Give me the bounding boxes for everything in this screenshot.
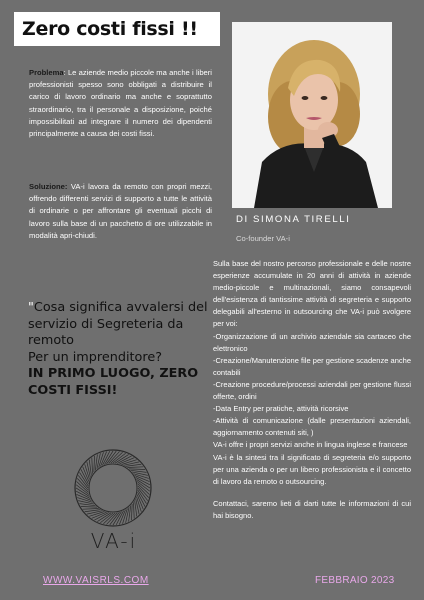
body-paragraph: VA-i è la sintesi tra il significato di segreteria e/o supporto per una azienda o per un libero professionista e il concetto di lavoro da remoto o outsourcing. bbox=[213, 452, 411, 486]
author-role: Co-founder VA-i bbox=[236, 234, 290, 243]
logo-spoke bbox=[92, 458, 93, 474]
circle-ring-logo-icon bbox=[73, 448, 153, 528]
portrait-photo-icon bbox=[232, 22, 392, 208]
problema-text: : Le aziende medio piccole ma anche i liberi professionisti spesso sono obbligati a distribuire il carico di lavoro ordinario ma anche e soprattutto straordinario, tra il personale a disposizione, poiché impossibilitati ad integrare il numero dei dipendenti principalmente a causa dei costi fissi. bbox=[29, 68, 212, 139]
service-item: -Creazione/Manutenzione file per gestione scadenze anche contabili bbox=[213, 355, 411, 377]
body-paragraph: Sulla base del nostro percorso professionale e delle nostre esperienze accumulate in 20 anni di attività in aziende medio-piccole e multinazionali, siamo consapevoli dell'esistenza di tantissime attività di segreteria e supporto delegabili all'esterno in outsourcing che VA-i può svolgere per voi: bbox=[213, 259, 411, 329]
closing-paragraph: Contattaci, saremo lieti di darti tutte le informazioni di cui hai bisogno. bbox=[213, 498, 411, 520]
service-item: -Data Entry per pratiche, attività ricorsive bbox=[213, 404, 349, 414]
problema-label: Problema bbox=[29, 68, 64, 77]
logo-spoke bbox=[129, 469, 145, 470]
body-text bbox=[213, 258, 411, 522]
logo-spoke bbox=[127, 467, 143, 468]
service-item: -Attività di comunicazione (dalle presentazioni aziendali, aggiornamento contenuti siti, ) bbox=[213, 416, 411, 438]
logo-spoke bbox=[100, 513, 113, 523]
logo-spoke bbox=[78, 475, 88, 488]
quote-line-2: Per un imprenditore? bbox=[28, 349, 163, 365]
soluzione-paragraph bbox=[29, 181, 212, 242]
service-item: -Creazione procedure/processi aziendali per gestione flussi offerte, ordini bbox=[213, 379, 411, 402]
website-link[interactable]: WWW.VAISRLS.COM bbox=[43, 575, 149, 586]
logo-spoke bbox=[133, 502, 134, 518]
logo-spoke bbox=[113, 453, 126, 463]
quote-mark: " bbox=[28, 300, 34, 315]
logo-spoke bbox=[83, 508, 99, 509]
problema-paragraph bbox=[29, 67, 212, 140]
author-photo bbox=[232, 22, 392, 208]
logo-spoke bbox=[94, 456, 95, 472]
logo-spoke bbox=[81, 506, 97, 507]
body-paragraph: VA-i offre i propri servizi anche in lingua inglese e francese bbox=[213, 440, 408, 450]
logo-spoke bbox=[138, 488, 148, 501]
service-item: -Organizzazione di un archivio aziendale sia cartaceo che elettronico bbox=[213, 331, 411, 353]
issue-date: FEBBRAIO 2023 bbox=[315, 575, 395, 586]
logo-text: VA-i bbox=[90, 529, 138, 553]
logo-spoke bbox=[131, 504, 132, 520]
author-name: DI SIMONA TIRELLI bbox=[236, 214, 351, 225]
soluzione-label: Soluzione: bbox=[29, 182, 68, 191]
soluzione-text: VA-i lavora da remoto con propri mezzi, offrendo differenti servizi di supporto a tutte le attività di ordinarie o per affrontare gli eventuali picchi di lavoro sulla base di un pacchetto di ore utilizzabile in modalità apri-chiudi. bbox=[29, 182, 212, 240]
quote-line-1: Cosa significa avvalersi del servizio di Segreteria da remoto bbox=[28, 300, 208, 349]
page-title: Zero costi fissi !! bbox=[14, 12, 220, 46]
pull-quote bbox=[28, 300, 216, 400]
quote-line-3: IN PRIMO LUOGO, ZERO COSTI FISSI! bbox=[28, 366, 199, 398]
